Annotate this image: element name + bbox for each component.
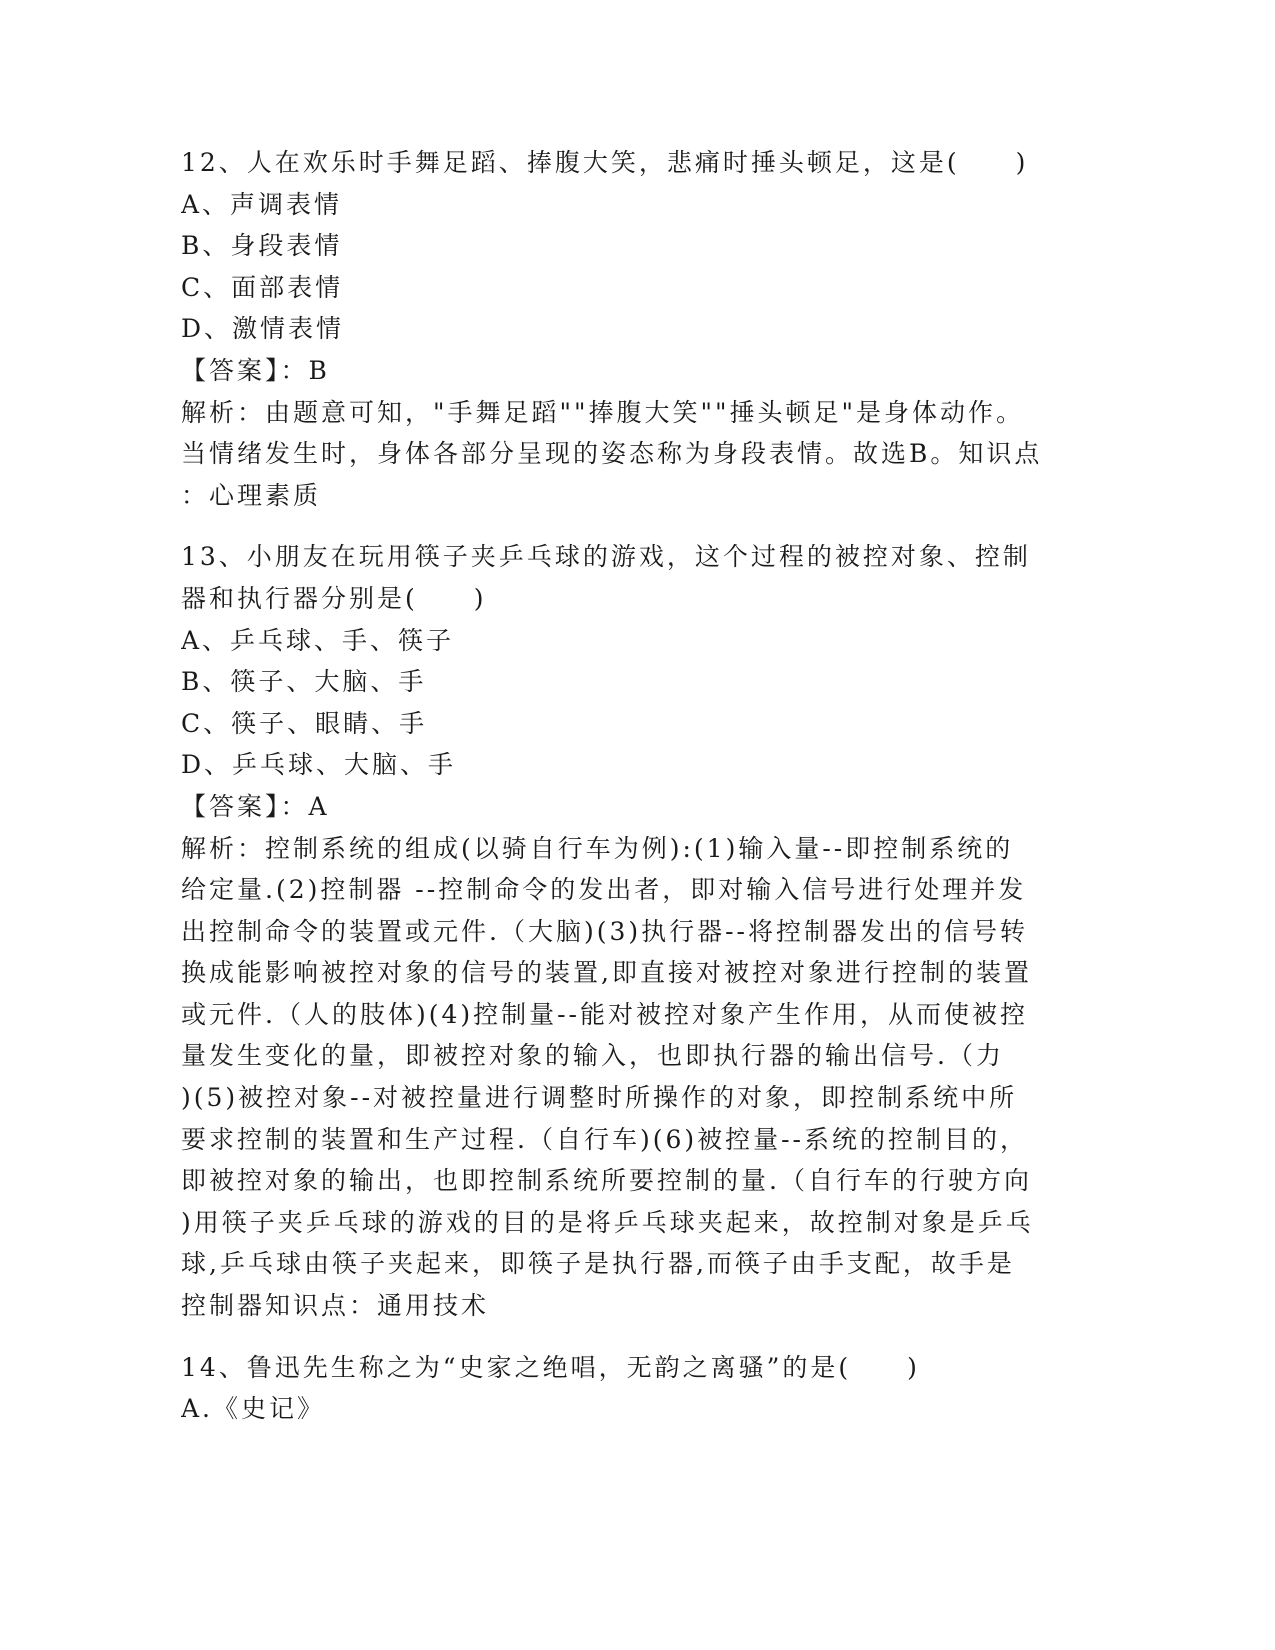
question-stem: 14、鲁迅先生称之为“史家之绝唱，无韵之离骚”的是( ) xyxy=(181,1352,920,1382)
question-14 xyxy=(181,1347,1061,1430)
analysis-line: 要求控制的装置和生产过程.（自行车)(6)被控量--系统的控制目的， xyxy=(181,1124,1029,1154)
option-a: A、乒乓球、手、筷子 xyxy=(181,625,455,655)
question-13 xyxy=(181,536,1061,1326)
answer: 【答案】：B xyxy=(181,355,330,385)
option-b: B、筷子、大脑、手 xyxy=(181,667,427,697)
option-d: D、激情表情 xyxy=(181,314,345,344)
analysis-line: 给定量.(2)控制器 --控制命令的发出者，即对输入信号进行处理并发 xyxy=(181,875,1027,905)
question-stem: 器和执行器分别是( ) xyxy=(181,583,487,613)
question-12 xyxy=(181,142,1061,516)
analysis-line: 球,乒乓球由筷子夹起来，即筷子是执行器,而筷子由手支配，故手是 xyxy=(181,1249,1015,1279)
analysis-line: )用筷子夹乒乓球的游戏的目的是将乒乓球夹起来，故控制对象是乒乓 xyxy=(181,1207,1034,1237)
analysis-line: 或元件.（人的肢体)(4)控制量--能对被控对象产生作用，从而使被控 xyxy=(181,999,1029,1029)
analysis-line: 控制器知识点：通用技术 xyxy=(181,1291,490,1321)
analysis-line: 解析：由题意可知，"手舞足蹈""捧腹大笑""捶头顿足"是身体动作。 xyxy=(181,397,1024,427)
question-stem: 13、小朋友在玩用筷子夹乒乓球的游戏，这个过程的被控对象、控制 xyxy=(181,542,1031,572)
analysis-line: 当情绪发生时，身体各部分呈现的姿态称为身段表情。故选B。知识点 xyxy=(181,439,1043,469)
option-c: C、面部表情 xyxy=(181,272,344,302)
spacer xyxy=(181,1327,1061,1347)
analysis-line: 解析：控制系统的组成(以骑自行车为例):(1)输入量--即控制系统的 xyxy=(181,833,1014,863)
question-stem: 12、人在欢乐时手舞足蹈、捧腹大笑，悲痛时捶头顿足，这是( ) xyxy=(181,148,1029,177)
analysis-line: 量发生变化的量，即被控对象的输入，也即执行器的输出信号.（力 xyxy=(181,1041,1004,1071)
analysis-line: ：心理素质 xyxy=(181,480,322,510)
analysis-line: 换成能影响被控对象的信号的装置,即直接对被控对象进行控制的装置 xyxy=(181,958,1032,988)
option-c: C、筷子、眼睛、手 xyxy=(181,708,428,738)
option-a: A、声调表情 xyxy=(181,189,343,219)
analysis-line: 即被控对象的输出，也即控制系统所要控制的量.（自行车的行驶方向 xyxy=(181,1166,1032,1196)
spacer xyxy=(181,516,1061,536)
option-b: B、身段表情 xyxy=(181,231,343,261)
page-content xyxy=(181,142,1061,1430)
answer: 【答案】：A xyxy=(181,791,330,821)
option-a: A.《史记》 xyxy=(181,1394,326,1424)
analysis-line: 出控制命令的装置或元件.（大脑)(3)执行器--将控制器发出的信号转 xyxy=(181,916,1029,946)
analysis-line: )(5)被控对象--对被控量进行调整时所操作的对象，即控制系统中所 xyxy=(181,1083,1018,1113)
option-d: D、乒乓球、大脑、手 xyxy=(181,750,457,780)
